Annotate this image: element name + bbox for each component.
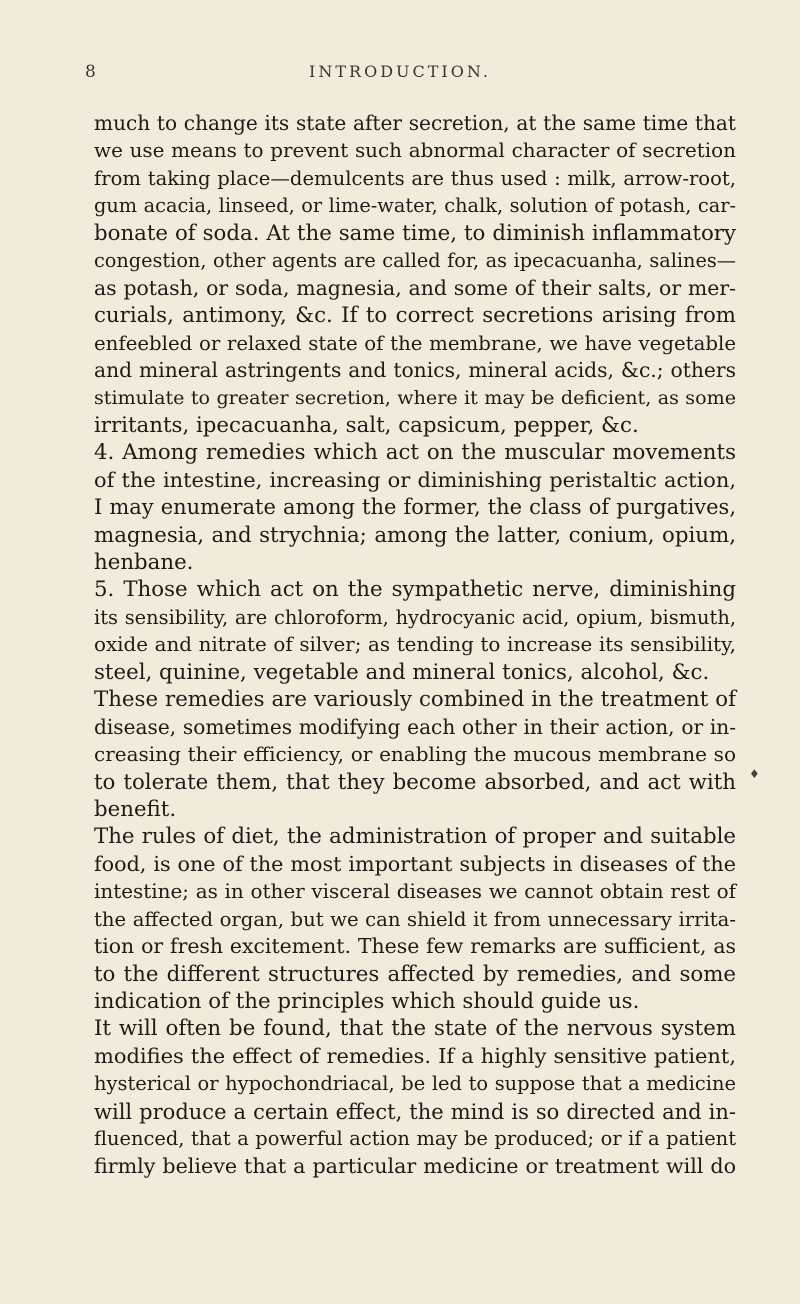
text-line: fluenced, that a powerful action may be produced; or if a patient xyxy=(94,1127,736,1151)
text-line: These remedies are variously combined in the treatment of xyxy=(94,687,736,713)
text-line: to the different structures affected by remedies, and some xyxy=(94,961,736,987)
text-line: 5. Those which act on the sympathetic nerve, diminishing xyxy=(94,577,736,603)
text-line: hysterical or hypochondriacal, be led to suppose that a medicine xyxy=(94,1072,736,1096)
text-line: 4. Among remedies which act on the muscular movements xyxy=(94,440,736,466)
text-line: steel, quinine, vegetable and mineral tonics, alcohol, &c. xyxy=(94,659,710,685)
text-line: oxide and nitrate of silver; as tending to increase its sensibility, xyxy=(94,633,736,657)
text-line: we use means to prevent such abnormal character of secretion xyxy=(94,138,736,163)
text-line: intestine; as in other visceral diseases we cannot obtain rest of xyxy=(94,879,736,904)
text-line: food, is one of the most important subjects in diseases of the xyxy=(94,851,736,876)
running-head xyxy=(0,62,800,88)
text-line: firmly believe that a particular medicine or treatment will do xyxy=(94,1153,736,1178)
text-line: congestion, other agents are called for, as ipecacuanha, salines— xyxy=(94,249,736,273)
text-line: It will often be found, that the state of the nervous system xyxy=(94,1016,736,1042)
text-line: benefit. xyxy=(94,796,177,822)
text-line: curials, antimony, &c. If to correct secretions arising from xyxy=(94,303,736,329)
text-line: to tolerate them, that they become absorbed, and act with xyxy=(94,769,736,795)
text-line: indication of the principles which should guide us. xyxy=(94,989,640,1014)
text-line: from taking place—demulcents are thus used : milk, arrow-root, xyxy=(94,166,736,190)
text-line: and mineral astringents and tonics, mineral acids, &c.; others xyxy=(94,357,736,382)
text-line: I may enumerate among the former, the class of purgatives, xyxy=(94,495,736,520)
text-line: enfeebled or relaxed state of the membrane, we have vegetable xyxy=(94,331,736,355)
text-line: irritants, ipecacuanha, salt, capsicum, pepper, &c. xyxy=(94,412,639,438)
text-line: creasing their efficiency, or enabling the mucous membrane so xyxy=(94,742,736,767)
text-line: disease, sometimes modifying each other in their action, or in- xyxy=(94,714,736,739)
text-line: modifies the effect of remedies. If a highly sensitive patient, xyxy=(94,1043,736,1068)
text-line: of the intestine, increasing or diminishing peristaltic action, xyxy=(94,467,736,492)
text-line: magnesia, and strychnia; among the latter, conium, opium, xyxy=(94,522,736,548)
body-text xyxy=(94,110,736,1180)
text-line: as potash, or soda, magnesia, and some of their salts, or mer- xyxy=(94,275,736,300)
text-line: gum acacia, linseed, or lime-water, chalk, solution of potash, car- xyxy=(94,194,736,218)
text-line: its sensibility, are chloroform, hydrocyanic acid, opium, bismuth, xyxy=(94,605,736,629)
text-line: much to change its state after secretion, at the same time that xyxy=(94,111,736,135)
text-line: the affected organ, but we can shield it from unnecessary irrita- xyxy=(94,907,736,931)
text-line: henbane. xyxy=(94,550,194,575)
page-number: 8 xyxy=(85,62,97,82)
text-line: tion or fresh excitement. These few remarks are sufficient, as xyxy=(94,934,736,959)
chapter-title: INTRODUCTION. xyxy=(309,62,491,81)
text-line: The rules of diet, the administration of proper and suitable xyxy=(94,824,736,850)
margin-mark-icon: ♦ xyxy=(749,767,760,781)
text-line: stimulate to greater secretion, where it may be deficient, as some xyxy=(94,386,736,410)
text-line: bonate of soda. At the same time, to diminish inflammatory xyxy=(94,220,736,246)
text-line: will produce a certain effect, the mind is so directed and in- xyxy=(94,1098,736,1124)
